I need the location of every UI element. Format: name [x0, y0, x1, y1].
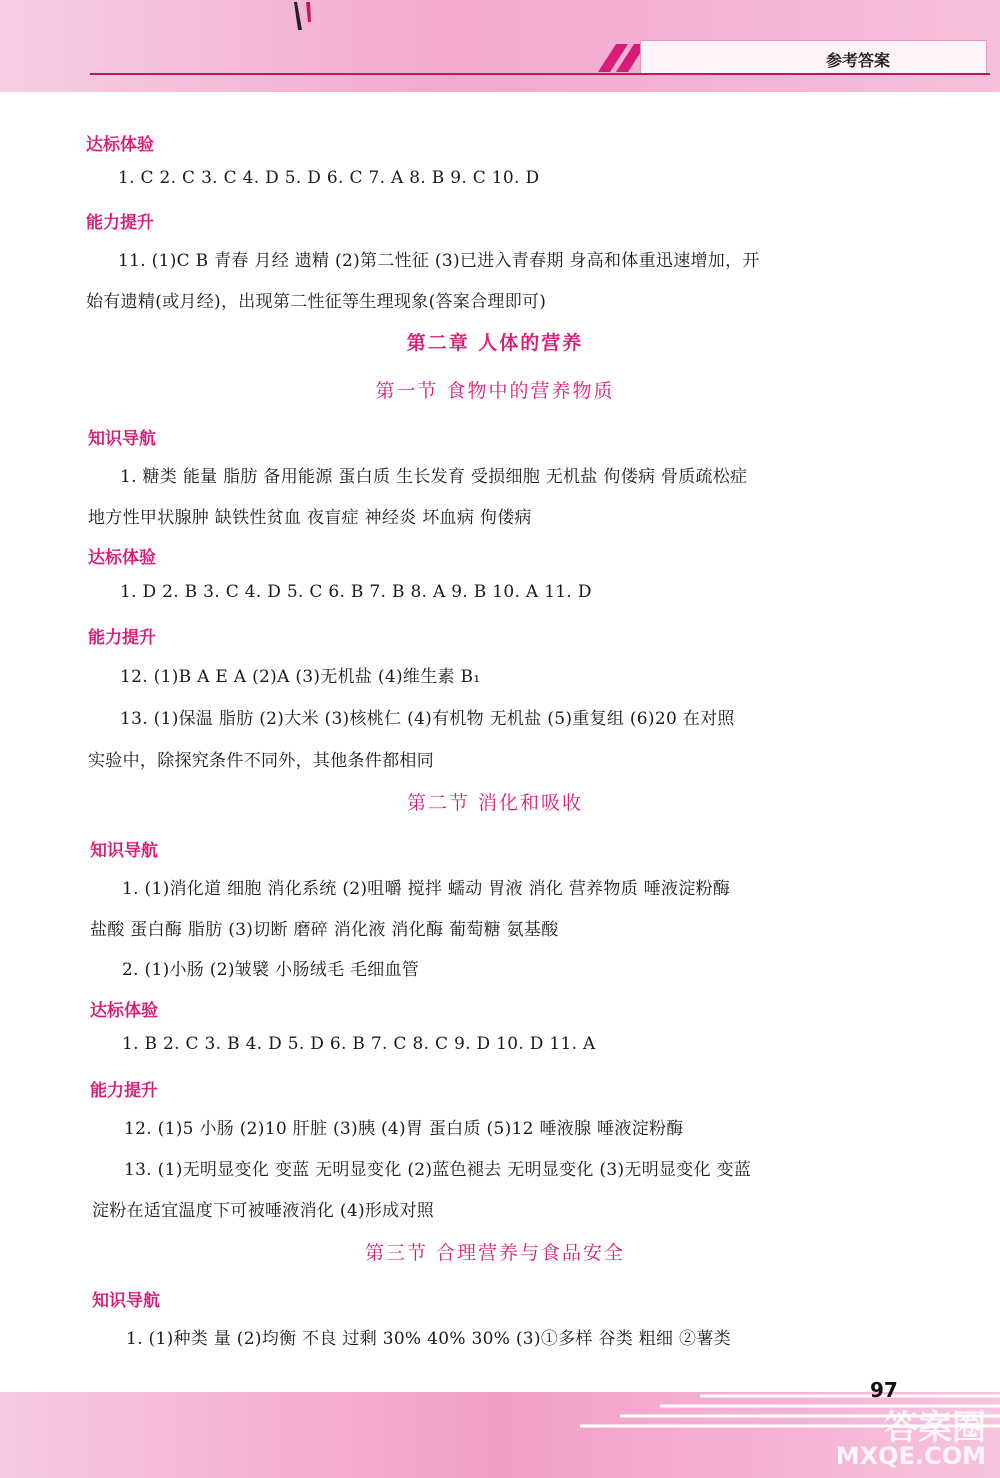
section-label: 达标体验: [90, 1001, 158, 1021]
section-heading: 第三节 合理营养与食品安全: [364, 1242, 626, 1264]
section-label: 达标体验: [86, 135, 154, 155]
section-heading: 第一节 食物中的营养物质: [375, 380, 615, 402]
pen-mark-icon: [284, 0, 324, 36]
answer-line: 1. C 2. C 3. C 4. D 5. D 6. C 7. A 8. B 9. C 10. D: [118, 168, 540, 188]
answer-line: 地方性甲状腺肿 缺铁性贫血 夜盲症 神经炎 坏血病 佝偻病: [88, 508, 532, 528]
answer-line: 13. (1)保温 脂肪 (2)大米 (3)核桃仁 (4)有机物 无机盐 (5)重复组 (6)20 在对照: [120, 709, 735, 729]
page-header: [0, 0, 1000, 92]
section-label: 知识导航: [92, 1291, 160, 1311]
header-rule: [90, 73, 990, 75]
answer-line: 1. D 2. B 3. C 4. D 5. C 6. B 7. B 8. A 9. B 10. A 11. D: [120, 582, 592, 602]
answer-line: 盐酸 蛋白酶 脂肪 (3)切断 磨碎 消化液 消化酶 葡萄糖 氨基酸: [90, 920, 559, 940]
answer-line: 12. (1)B A E A (2)A (3)无机盐 (4)维生素 B₁: [120, 667, 481, 687]
answer-line: 13. (1)无明显变化 变蓝 无明显变化 (2)蓝色褪去 无明显变化 (3)无明显变化 变蓝: [124, 1160, 752, 1180]
answer-line: 实验中，除探究条件不同外，其他条件都相同: [88, 751, 434, 771]
watermark-url-text: MXQE.COM: [835, 1442, 986, 1470]
section-label: 能力提升: [86, 213, 154, 233]
chapter-heading: 第二章 人体的营养: [406, 332, 584, 354]
answer-line: 11. (1)C B 青春 月经 遗精 (2)第二性征 (3)已进入青春期 身高和体重迅速增加，开: [118, 251, 760, 271]
section-heading: 第二节 消化和吸收: [406, 792, 584, 814]
answer-line: 1. (1)种类 量 (2)均衡 不良 过剩 30% 40% 30% (3)①多样 谷类 粗细 ②薯类: [126, 1329, 731, 1349]
page-number: 97: [870, 1378, 898, 1402]
section-label: 能力提升: [90, 1081, 158, 1101]
watermark-logo-text: 答案圈: [884, 1408, 986, 1448]
answer-line: 始有遗精(或月经)，出现第二性征等生理现象(答案合理即可): [86, 292, 547, 312]
section-label: 达标体验: [88, 548, 156, 568]
header-title-tab: [640, 40, 987, 74]
answer-line: 1. 糖类 能量 脂肪 备用能源 蛋白质 生长发育 受损细胞 无机盐 佝偻病 骨质疏松症: [120, 467, 748, 487]
answer-line: 淀粉在适宜温度下可被唾液消化 (4)形成对照: [92, 1201, 435, 1221]
answer-line: 1. B 2. C 3. B 4. D 5. D 6. B 7. C 8. C 9. D 10. D 11. A: [122, 1034, 596, 1054]
answer-line: 1. (1)消化道 细胞 消化系统 (2)咀嚼 搅拌 蠕动 胃液 消化 营养物质 唾液淀粉酶: [122, 879, 731, 899]
answer-line: 12. (1)5 小肠 (2)10 肝脏 (3)胰 (4)胃 蛋白质 (5)12 唾液腺 唾液淀粉酶: [124, 1119, 684, 1139]
section-label: 知识导航: [90, 841, 158, 861]
answer-line: 2. (1)小肠 (2)皱襞 小肠绒毛 毛细血管: [122, 960, 420, 980]
watermark: [800, 1400, 990, 1474]
header-title: 参考答案: [826, 51, 891, 70]
section-label: 能力提升: [88, 628, 156, 648]
section-label: 知识导航: [88, 429, 156, 449]
